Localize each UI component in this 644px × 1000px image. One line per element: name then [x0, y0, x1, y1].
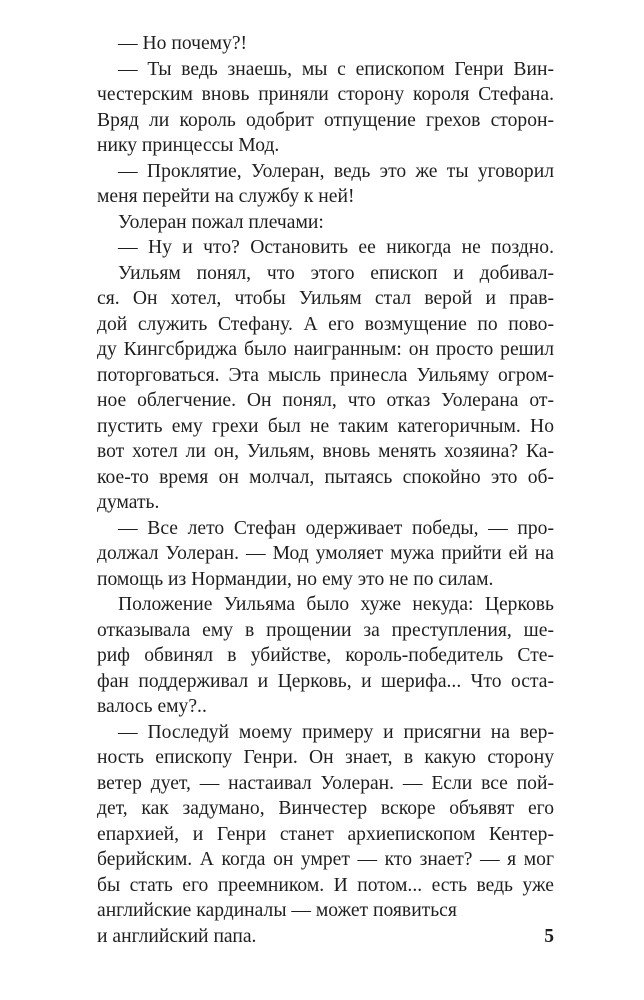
- text-line: — Ты ведь знаешь, мы с епископом Генри Вин-: [118, 58, 554, 80]
- text-line: — Ну и что? Остановить ее никогда не поздно.: [118, 237, 554, 258]
- text-line: — Но почему?!: [118, 33, 248, 54]
- text-line: бы стать его преемником. И потом... есть ведь уже: [97, 874, 554, 896]
- text-line: епархией, и Генри станет архиепископом Кентер-: [97, 823, 554, 845]
- text-line: помощь из Нормандии, но ему это не по силам.: [97, 568, 494, 590]
- text-line: фан поддерживал и Церковь, и шерифа... Что оста-: [97, 670, 554, 692]
- text-line: вот хотел ли он, Уильям, вновь менять хозяина? Ка-: [97, 441, 554, 462]
- text-line: думать.: [97, 492, 160, 513]
- text-line: риф обвинял в убийстве, король-победитель Сте-: [97, 645, 554, 666]
- text-line: должал Уолеран. — Мод умоляет мужа прийти ей на: [97, 543, 554, 564]
- book-page: [97, 31, 554, 949]
- text-line: ветер дует, — настаивал Уолеран. — Если все пой-: [97, 772, 554, 794]
- text-line: Положение Уильяма было хуже некуда: Церковь: [118, 594, 554, 615]
- text-line: ное облегчение. Он понял, что отказ Уолерана от-: [97, 390, 554, 411]
- page-number: 5: [544, 925, 554, 947]
- text-line: Уильям понял, что этого епископ и добивал-: [118, 262, 554, 284]
- text-line: ся. Он хотел, чтобы Уильям стал верой и прав-: [97, 288, 554, 309]
- text-line: нику принцессы Мод.: [97, 135, 280, 156]
- text-line: честерским вновь приняли сторону короля Стефана.: [97, 84, 554, 105]
- text-line: ду Кингсбриджа было наигранным: он просто решил: [97, 339, 554, 360]
- text-line: меня перейти на службу к ней!: [97, 186, 355, 207]
- text-line: — Последуй моему примеру и присягни на вер-: [118, 721, 554, 743]
- text-line: Уолеран пожал плечами:: [118, 211, 324, 233]
- text-line: берийским. А когда он умрет — кто знает? — я мог: [97, 849, 554, 870]
- text-line: дет, как задумано, Винчестер вскоре объявят его: [97, 798, 554, 819]
- text-line: валось ему?..: [97, 696, 207, 717]
- text-line: кое-то время он молчал, пытаясь спокойно это об-: [97, 466, 554, 488]
- text-line-content: и английский папа.: [97, 925, 257, 947]
- text-line: [97, 924, 554, 950]
- text-line: отказывала ему в прощении за преступления, ше-: [97, 619, 554, 641]
- text-line: пустить ему грехи был не таким категоричным. Но: [97, 415, 554, 437]
- text-line: — Все лето Стефан одерживает победы, — про-: [118, 517, 554, 539]
- text-line: поторговаться. Эта мысль принесла Уильяму огром-: [97, 364, 554, 386]
- text-line: дой служить Стефану. А его возмущение по пово-: [97, 313, 554, 335]
- text-line: Вряд ли король одобрит отпущение грехов сторон-: [97, 109, 554, 131]
- text-line: английские кардиналы — может появиться: [97, 900, 457, 921]
- text-line: ность епископу Генри. Он знает, в какую сторону: [97, 747, 554, 768]
- text-line: — Проклятие, Уолеран, ведь это же ты уговорил: [118, 160, 554, 182]
